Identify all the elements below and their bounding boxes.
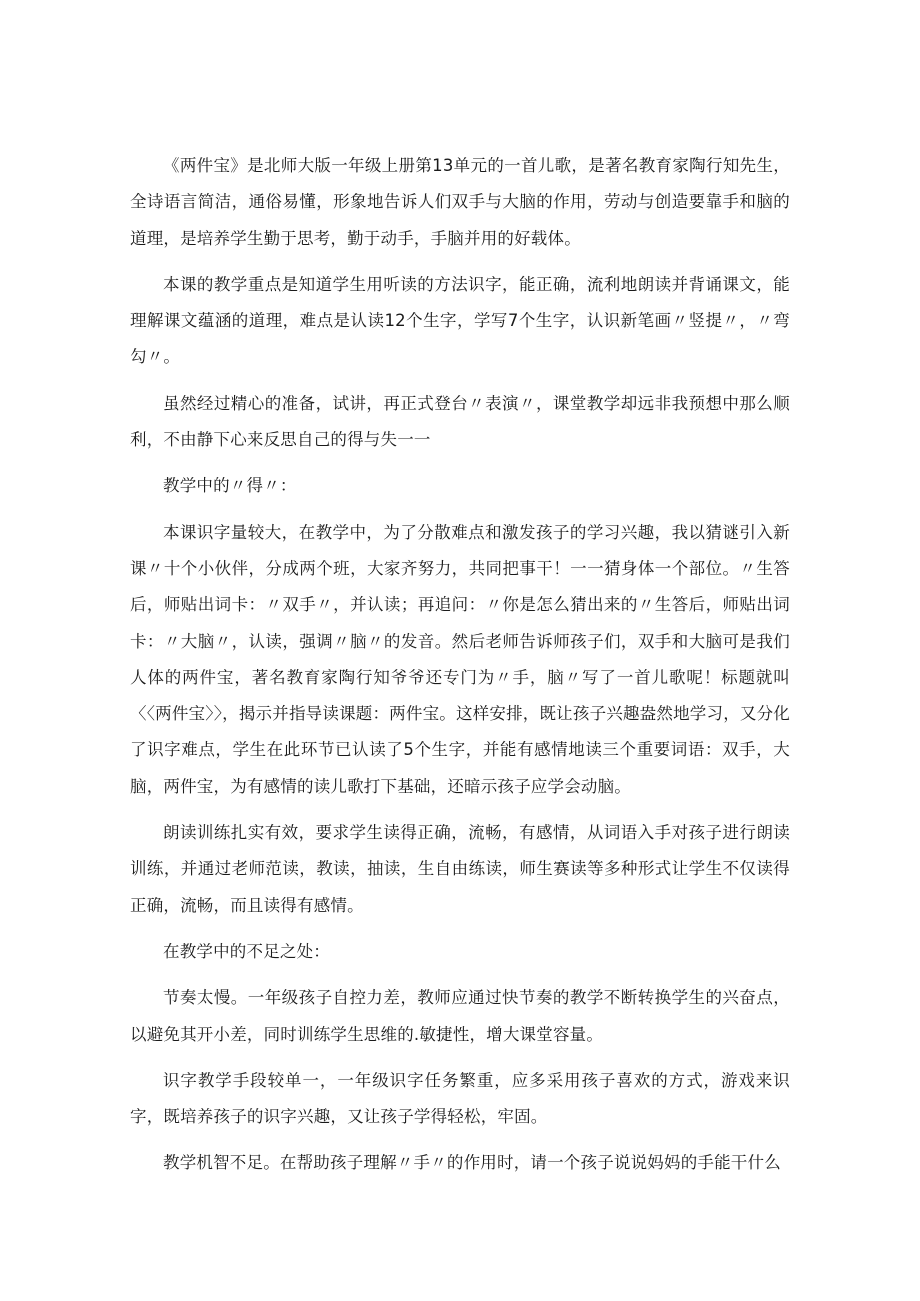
- heading-gains: 教学中的〃得〃：: [163, 476, 297, 496]
- paragraph-teaching-wit: 教学机智不足。在帮助孩子理解〃手〃的作用时，请一个孩子说说妈妈的手能干什么: [163, 1153, 781, 1173]
- paragraph-intro: 《两件宝》是北师大版一年级上册第13单元的一首儿歌，是著名教育家陶行知先生，全诗语言简洁，通俗易懂，形象地告诉人们双手与大脑的作用，劳动与创造要靠手和脑的道理，是培养学生勤于思考，勤于动手，手脑并用的好载体。: [130, 156, 790, 248]
- paragraph-pace: 节奏太慢。一年级孩子自控力差，教师应通过快节奏的教学不断转换学生的兴奋点，以避免其开小差，同时训练学生思维的.敏捷性，增大课堂容量。: [130, 988, 790, 1044]
- paragraph-riddle-intro: 本课识字量较大，在教学中，为了分散难点和激发孩子的学习兴趣，我以猜谜引入新课〃十个小伙伴，分成两个班，大家齐努力，共同把事干！一一猜身体一个部位。〃生答后，师贴出词卡：〃双手〃，并认读；再追问：〃你是怎么猜出来的〃生答后，师贴出词卡：〃大脑〃，认读，强调〃脑〃的发音。然后老师告诉师孩子们，双手和大脑可是我们人体的两件宝，著名教育家陶行知爷爷还专门为〃手，脑〃写了一首儿歌呢！标题就叫〈〈两件宝〉〉，揭示并指导读课题：两件宝。这样安排，既让孩子兴趣盎然地学习，又分化了识字难点，学生在此环节已认读了5个生字，并能有感情地读三个重要词语：双手，大脑，两件宝，为有感情的读儿歌打下基础，还暗示孩子应学会动脑。: [130, 522, 790, 796]
- paragraph-reflection: 虽然经过精心的准备，试讲，再正式登台〃表演〃，课堂教学却远非我预想中那么顺利，不由静下心来反思自己的得与失一一: [130, 393, 790, 450]
- paragraph-key-points: 本课的教学重点是知道学生用听读的方法识字，能正确，流利地朗读并背诵课文，能理解课文蕴涵的道理，难点是认读12个生字，学写7个生字，认识新笔画〃竖提〃，〃弯勾〃。: [130, 274, 790, 367]
- heading-shortcomings: 在教学中的不足之处：: [163, 941, 330, 961]
- paragraph-reading-training: 朗读训练扎实有效，要求学生读得正确，流畅，有感情，从词语入手对孩子进行朗读训练，并通过老师范读，教读，抽读，生自由练读，师生赛读等多种形式让学生不仅读得正确，流畅，而且读得有感情。: [130, 823, 790, 915]
- document-body: [130, 148, 790, 1192]
- paragraph-literacy-methods: 识字教学手段较单一，一年级识字任务繁重，应多采用孩子喜欢的方式，游戏来识字，既培养孩子的识字兴趣，又让孩子学得轻松，牢固。: [130, 1070, 790, 1127]
